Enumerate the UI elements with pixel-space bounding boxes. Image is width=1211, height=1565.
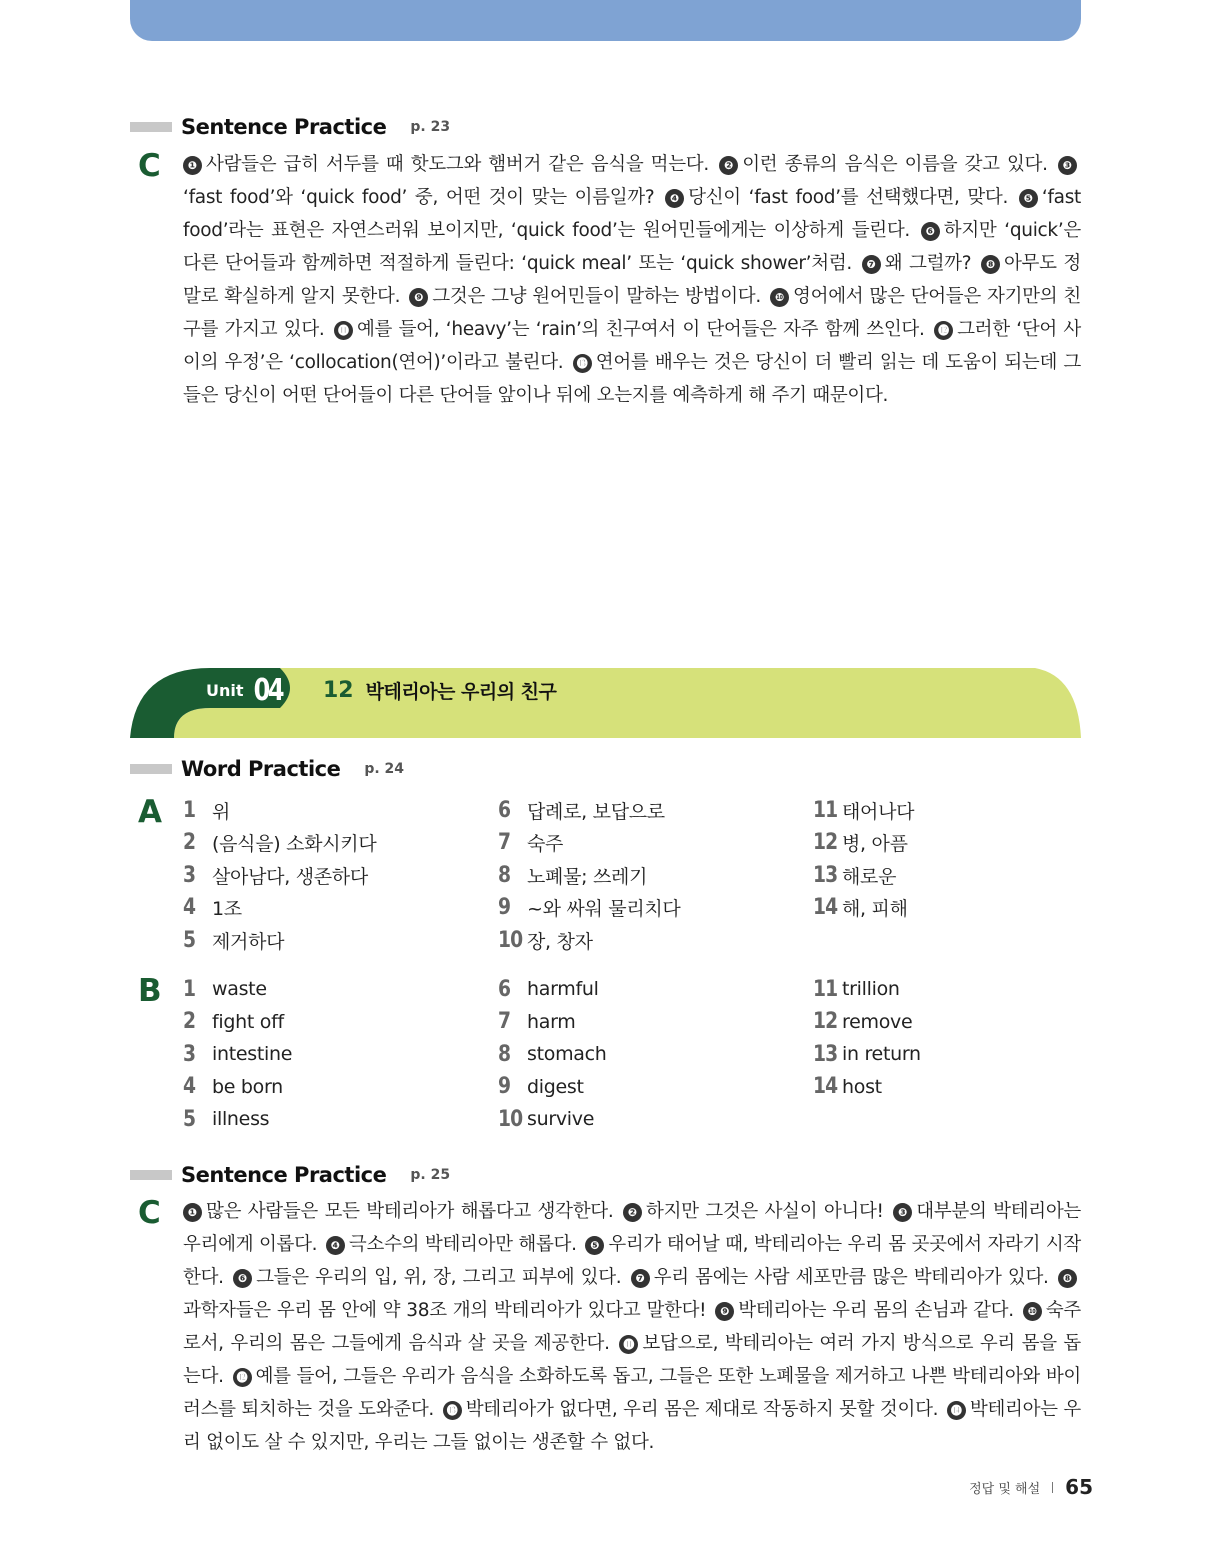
- sentence-number-badge: ❺: [1019, 189, 1038, 208]
- section-bar: [130, 1170, 172, 1180]
- word-number: 10: [498, 1106, 523, 1132]
- sentence-text: 아무도 정말로 확실하게 알지 못한다.: [183, 253, 1081, 307]
- word-answer: remove: [842, 1010, 913, 1033]
- word-list-b-col1: [183, 973, 292, 1136]
- word-list-a-col3: [813, 794, 914, 924]
- sentence-text: 그들은 우리의 입, 위, 장, 그리고 피부에 있다.: [256, 1267, 622, 1288]
- sentence-number-badge: ❽: [981, 255, 1000, 274]
- exercise-letter-b: B: [138, 973, 162, 1009]
- footer-divider: [1052, 1482, 1053, 1493]
- sentence-text: 숙주로서, 우리의 몸은 그들에게 음식과 살 곳을 제공한다.: [183, 1300, 1081, 1354]
- word-answer: ~와 싸워 물리치다: [527, 898, 681, 921]
- word-answer: 병, 아픔: [842, 833, 908, 856]
- sentence-number-badge: ❽: [1058, 1269, 1077, 1288]
- unit-label: [206, 670, 285, 710]
- sentence: [409, 286, 761, 307]
- word-item: [498, 794, 680, 827]
- word-answer: in return: [842, 1043, 921, 1066]
- sentence-text: 하지만 ‘quick’은 다른 단어들과 함께하면 적절하게 들린다: ‘quick meal’ 또는 ‘quick shower’처럼.: [183, 220, 1081, 274]
- word-item: [183, 859, 376, 892]
- word-number: 5: [183, 1106, 196, 1132]
- sentence-text: 박테리아는 우리 몸의 손님과 같다.: [738, 1300, 1014, 1321]
- word-item: [813, 1006, 921, 1039]
- word-item: [498, 892, 680, 925]
- word-item: [183, 1006, 292, 1039]
- sentence: [233, 1267, 621, 1288]
- sentence-practice-header-2: [130, 1160, 450, 1190]
- word-item: [183, 924, 376, 957]
- footer-label: 정답 및 해설: [969, 1481, 1041, 1497]
- section-bar: [130, 122, 172, 132]
- word-answer: 장, 창자: [527, 930, 593, 953]
- sentence: [183, 154, 709, 175]
- word-number: 4: [183, 895, 196, 921]
- section-page-ref: p. 25: [410, 1167, 451, 1183]
- top-header-band: [130, 0, 1081, 41]
- sentence: [623, 1201, 884, 1222]
- banner-light-band: [174, 668, 1081, 738]
- word-item: [183, 827, 376, 860]
- sentence-practice-answers-2: [183, 1195, 1081, 1459]
- sentence-number-badge: ❻: [233, 1269, 252, 1288]
- word-answer: survive: [527, 1108, 595, 1131]
- sentence-number-badge: ⓮: [947, 1401, 966, 1420]
- word-answer: 숙주: [527, 833, 564, 856]
- sentence-number-badge: ❹: [326, 1236, 345, 1255]
- sentence-number-badge: ❼: [631, 1269, 650, 1288]
- unit-word: Unit: [206, 680, 244, 700]
- word-answer: harm: [527, 1010, 576, 1033]
- word-item: [183, 973, 292, 1006]
- word-number: 8: [498, 1041, 511, 1067]
- word-answer: intestine: [212, 1043, 293, 1066]
- word-answer: 해로운: [842, 865, 897, 888]
- sentence-text: 우리 몸에는 사람 세포만큼 많은 박테리아가 있다.: [653, 1267, 1049, 1288]
- sentence-number-badge: ❸: [1058, 156, 1077, 175]
- word-answer: host: [842, 1075, 882, 1098]
- sentence: [862, 253, 972, 274]
- sentence-text: 예를 들어, 그들은 우리가 음식을 소화하도록 돕고, 그들은 또한 노폐물을 제거하고 나쁜 박테리아와 바이러스를 퇴치하는 것을 도와준다.: [183, 1366, 1081, 1420]
- sentence-text: 보답으로, 박테리아는 여러 가지 방식으로 우리 몸을 돕는다.: [183, 1333, 1081, 1387]
- sentence-number-badge: ❾: [409, 288, 428, 307]
- word-item: [498, 1038, 607, 1071]
- word-list-a-col1: [183, 794, 376, 957]
- word-number: 12: [813, 830, 838, 856]
- section-page-ref: p. 23: [410, 119, 451, 135]
- word-item: [183, 1071, 292, 1104]
- word-answer: trillion: [842, 978, 900, 1001]
- sentence-number-badge: ❿: [1023, 1302, 1042, 1321]
- word-answer: (음식을) 소화시키다: [212, 833, 377, 856]
- sentence-text: 하지만 그것은 사실이 아니다!: [646, 1201, 884, 1222]
- word-answer: 살아남다, 생존하다: [212, 865, 368, 888]
- word-answer: 위: [212, 800, 231, 823]
- word-list-b-col2: [498, 973, 607, 1136]
- sentence-text: 왜 그럴까?: [884, 253, 972, 274]
- sentence: [719, 154, 1047, 175]
- sentence-text: 우리가 태어날 때, 박테리아는 우리 몸 곳곳에서 자라기 시작한다.: [183, 1234, 1081, 1288]
- word-item: [813, 1071, 921, 1104]
- word-number: 2: [183, 1009, 196, 1035]
- word-item: [813, 859, 914, 892]
- sentence-practice-header-1: [130, 112, 450, 142]
- unit-number: 04: [253, 672, 282, 708]
- sentence-text: 이런 종류의 음식은 이름을 갖고 있다.: [742, 154, 1048, 175]
- word-answer: waste: [212, 978, 267, 1001]
- exercise-letter-a: A: [138, 794, 162, 830]
- sentence-number-badge: ⓭: [443, 1401, 462, 1420]
- section-bar: [130, 764, 172, 774]
- word-number: 6: [498, 976, 511, 1002]
- word-number: 4: [183, 1074, 196, 1100]
- page-footer: [969, 1475, 1093, 1499]
- sentence-text: 그것은 그냥 원어민들이 말하는 방법이다.: [432, 286, 761, 307]
- sentence: [183, 1201, 613, 1222]
- word-item: [183, 1103, 292, 1136]
- word-item: [183, 1038, 292, 1071]
- word-list-a-col2: [498, 794, 680, 957]
- sentence-text: 그러한 ‘단어 사이의 우정’은 ‘collocation(연어)’이라고 불린다.: [183, 319, 1081, 373]
- word-item: [813, 892, 914, 925]
- word-answer: 태어나다: [842, 800, 915, 823]
- sentence-number-badge: ⓫: [334, 321, 353, 340]
- sentence-number-badge: ⓬: [934, 321, 953, 340]
- section-title: Word Practice: [181, 757, 341, 781]
- word-number: 6: [498, 797, 511, 823]
- sentence-number-badge: ❺: [585, 1236, 604, 1255]
- word-number: 10: [498, 927, 523, 953]
- section-page-ref: p. 24: [364, 761, 405, 777]
- sentence-number-badge: ❶: [183, 156, 202, 175]
- sentence: [334, 319, 925, 340]
- sentence-number-badge: ❷: [623, 1203, 642, 1222]
- sentence-text: 영어에서 많은 단어들은 자기만의 친구를 가지고 있다.: [183, 286, 1081, 340]
- sentence-number-badge: ❹: [665, 189, 684, 208]
- word-item: [498, 1103, 607, 1136]
- sentence-text: ‘fast food’라는 표현은 자연스러워 보이지만, ‘quick food’는 원어민들에게는 이상하게 들린다.: [183, 187, 1081, 241]
- word-number: 7: [498, 830, 511, 856]
- sentence-text: 예를 들어, ‘heavy’는 ‘rain’의 친구여서 이 단어들은 자주 함께 쓰인다.: [356, 319, 925, 340]
- word-number: 9: [498, 895, 511, 921]
- sentence: [443, 1399, 939, 1420]
- sentence-number-badge: ❻: [921, 222, 940, 241]
- word-answer: 해, 피해: [842, 898, 908, 921]
- word-answer: 답례로, 보답으로: [527, 800, 665, 823]
- sentence-text: 과학자들은 우리 몸 안에 약 38조 개의 박테리아가 있다고 말한다!: [183, 1300, 707, 1321]
- word-number: 7: [498, 1009, 511, 1035]
- word-item: [183, 794, 376, 827]
- sentence-text: 극소수의 박테리아만 해롭다.: [348, 1234, 577, 1255]
- sentence-text: 사람들은 급히 서두를 때 핫도그와 햄버거 같은 음식을 먹는다.: [206, 154, 709, 175]
- word-number: 12: [813, 1009, 838, 1035]
- word-item: [183, 892, 376, 925]
- section-title: Sentence Practice: [181, 115, 387, 139]
- word-number: 11: [813, 797, 838, 823]
- sentence: [631, 1267, 1049, 1288]
- word-answer: 제거하다: [212, 930, 285, 953]
- sentence-number-badge: ❼: [862, 255, 881, 274]
- sentence: [326, 1234, 577, 1255]
- word-item: [813, 973, 921, 1006]
- lesson-title: 박테리아는 우리의 친구: [365, 680, 557, 703]
- sentence-number-badge: ❶: [183, 1203, 202, 1222]
- sentence-practice-answers-1: [183, 148, 1081, 412]
- sentence-text: 대부분의 박테리아는 우리에게 이롭다.: [183, 1201, 1081, 1255]
- sentence-text: 많은 사람들은 모든 박테리아가 해롭다고 생각한다.: [206, 1201, 614, 1222]
- sentence: [665, 187, 1008, 208]
- word-answer: harmful: [527, 978, 599, 1001]
- sentence-number-badge: ❾: [715, 1302, 734, 1321]
- word-number: 1: [183, 976, 196, 1002]
- sentence: [715, 1300, 1014, 1321]
- word-answer: be born: [212, 1075, 283, 1098]
- sentence-text: 박테리아가 없다면, 우리 몸은 제대로 작동하지 못할 것이다.: [465, 1399, 939, 1420]
- sentence-text: 박테리아는 우리 없이도 살 수 있지만, 우리는 그들 없이는 생존할 수 없다.: [183, 1399, 1081, 1453]
- sentence-number-badge: ⓬: [233, 1368, 252, 1387]
- word-number: 11: [813, 976, 838, 1002]
- word-item: [498, 924, 680, 957]
- word-item: [498, 973, 607, 1006]
- word-number: 14: [813, 895, 838, 921]
- word-item: [498, 859, 680, 892]
- sentence-number-badge: ⓭: [573, 354, 592, 373]
- word-answer: illness: [212, 1108, 270, 1131]
- sentence-number-badge: ❷: [719, 156, 738, 175]
- word-number: 9: [498, 1074, 511, 1100]
- lesson-heading: [323, 672, 556, 708]
- sentence-text: 연어를 배우는 것은 당신이 더 빨리 읽는 데 도움이 되는데 그들은 당신이 어떤 단어들이 다른 단어들 앞이나 뒤에 오는지를 예측하게 해 주기 때문이다.: [183, 352, 1081, 406]
- word-number: 1: [183, 797, 196, 823]
- sentence-number-badge: ❸: [893, 1203, 912, 1222]
- sentence-text: 당신이 ‘fast food’를 선택했다면, 맞다.: [688, 187, 1009, 208]
- lesson-number: 12: [323, 677, 354, 703]
- word-answer: fight off: [212, 1010, 284, 1033]
- word-item: [498, 1071, 607, 1104]
- word-item: [813, 1038, 921, 1071]
- sentence-number-badge: ⓫: [619, 1335, 638, 1354]
- exercise-letter-c-2: C: [138, 1195, 161, 1231]
- section-title: Sentence Practice: [181, 1163, 387, 1187]
- word-answer: stomach: [527, 1043, 607, 1066]
- exercise-letter-c-1: C: [138, 148, 161, 184]
- word-practice-header: [130, 754, 404, 784]
- word-number: 5: [183, 927, 196, 953]
- page-number: 65: [1065, 1475, 1093, 1499]
- sentence-number-badge: ❿: [770, 288, 789, 307]
- word-answer: digest: [527, 1075, 584, 1098]
- word-item: [813, 794, 914, 827]
- word-number: 13: [813, 1041, 838, 1067]
- word-number: 13: [813, 862, 838, 888]
- word-item: [498, 1006, 607, 1039]
- word-item: [498, 827, 680, 860]
- word-number: 2: [183, 830, 196, 856]
- word-answer: 1조: [212, 898, 242, 921]
- word-number: 14: [813, 1074, 838, 1100]
- word-item: [813, 827, 914, 860]
- sentence-text: ‘fast food’와 ‘quick food’ 중, 어떤 것이 맞는 이름일까?: [183, 187, 655, 208]
- word-number: 3: [183, 1041, 196, 1067]
- word-list-b-col3: [813, 973, 921, 1103]
- word-answer: 노폐물; 쓰레기: [527, 865, 648, 888]
- word-number: 3: [183, 862, 196, 888]
- word-number: 8: [498, 862, 511, 888]
